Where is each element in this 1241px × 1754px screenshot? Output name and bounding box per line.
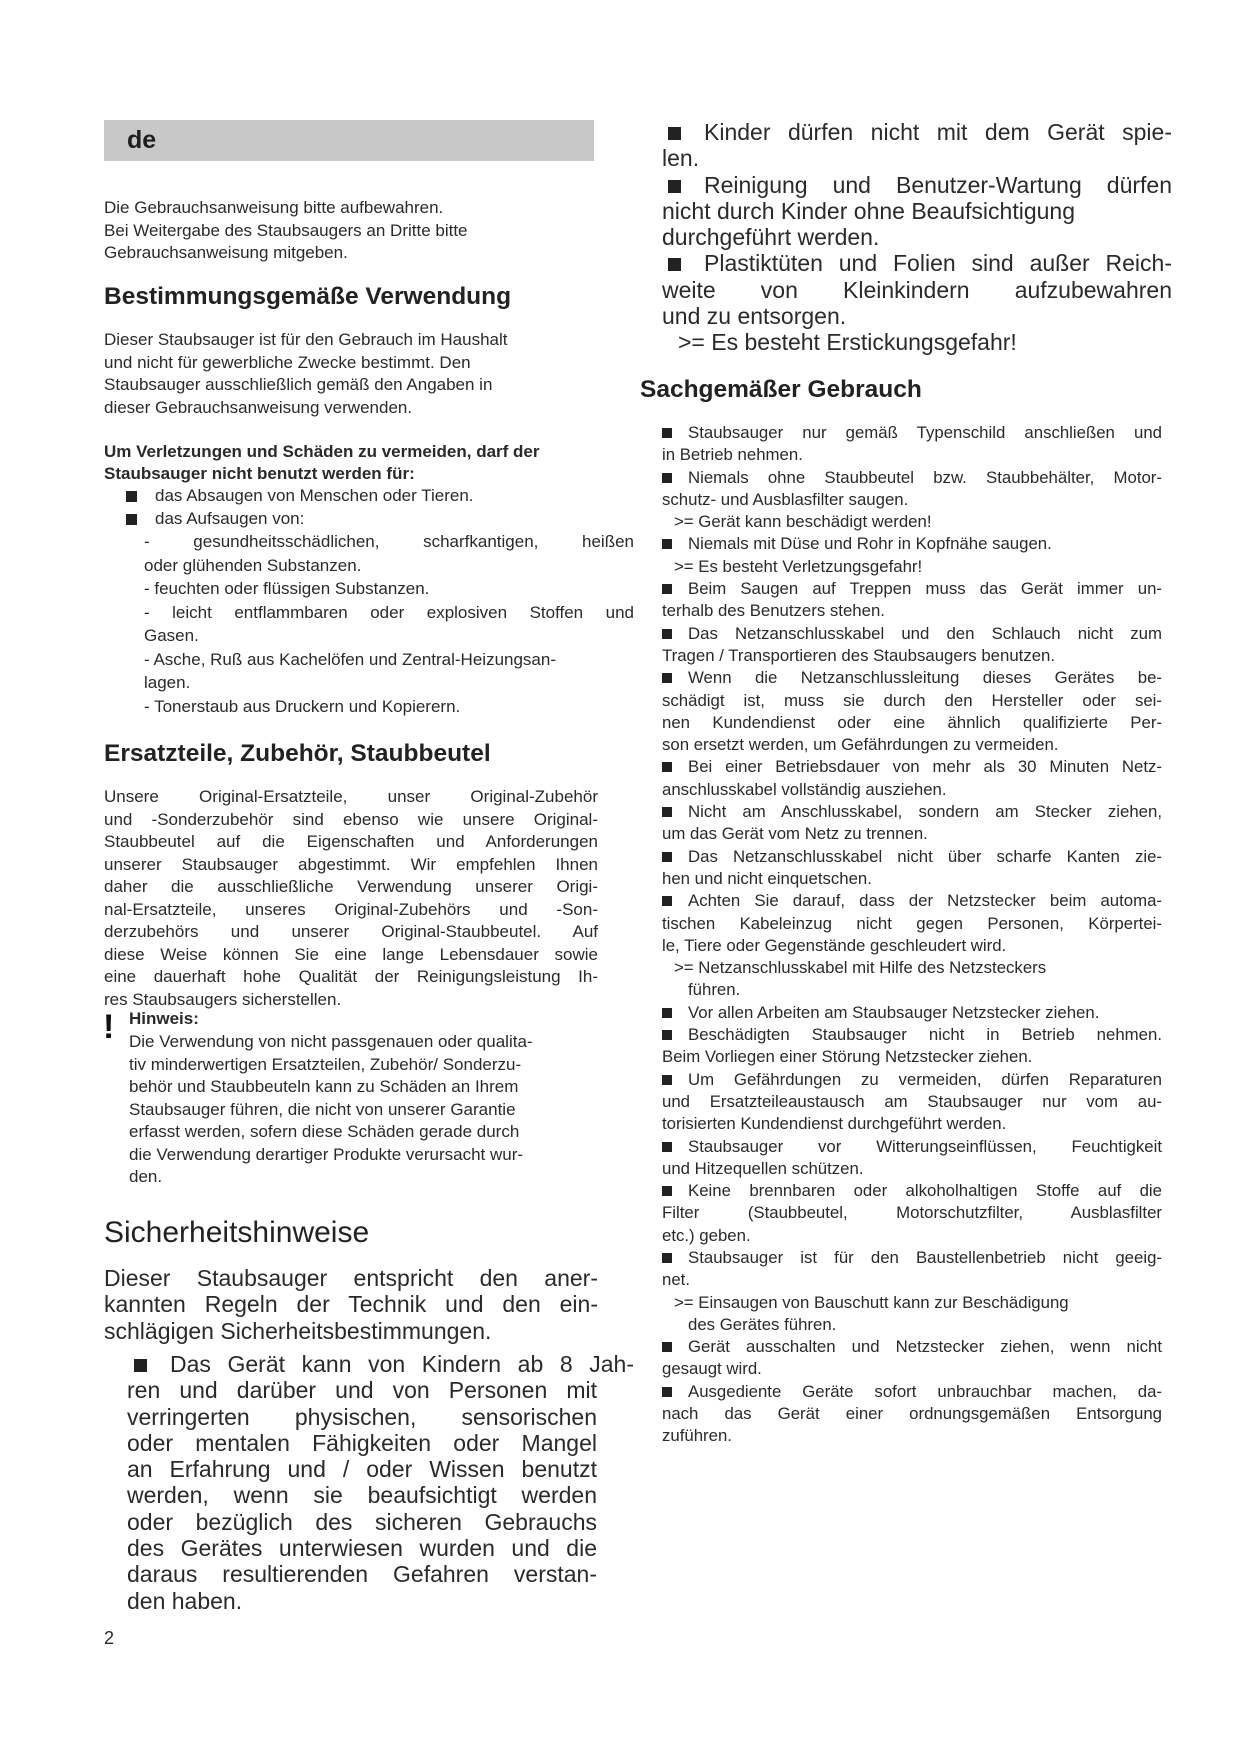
bullet-icon — [662, 539, 672, 549]
list-item: Ausgediente Geräte sofort unbrauchbar machen, da- nach das Gerät einer ordnungsgemäßen Entsorgung zuführen. — [662, 1381, 1162, 1446]
list-item: das Aufsaugen von: — [104, 508, 634, 531]
bullet-icon — [662, 807, 672, 817]
bullet-icon — [662, 1030, 672, 1040]
bullet-icon — [662, 852, 672, 862]
item-note: des Gerätes führen. — [688, 1314, 837, 1334]
item-note: >= Gerät kann beschädigt werden! — [674, 512, 932, 532]
note-title: Hinweis: — [129, 1009, 199, 1028]
bullet-icon — [662, 762, 672, 772]
children-bullets — [662, 119, 1172, 356]
bullet-icon — [668, 258, 681, 271]
list-item: Das Netzanschlusskabel und den Schlauch nicht zum Tragen / Transportieren des Staubsaugers benutzen. — [662, 623, 1162, 665]
list-item: Plastiktüten und Folien sind außer Reich- weite von Kleinkindern aufzubewahren und zu entsorgen. — [662, 250, 1172, 330]
list-item: das Absaugen von Menschen oder Tieren. — [104, 485, 634, 508]
list-item: Staubsauger vor Witterungseinflüssen, Feuchtigkeit und Hitzequellen schützen. — [662, 1136, 1162, 1178]
section-title-safety: Sicherheitshinweise — [104, 1216, 370, 1249]
bullet-icon — [662, 473, 672, 483]
usage-warning: Um Verletzungen und Schäden zu vermeiden, darf der Staubsauger nicht benutzt werden für: — [104, 442, 540, 483]
usage-list — [104, 485, 634, 718]
list-item: Nicht am Anschlusskabel, sondern am Stecker ziehen, um das Gerät vom Netz zu trennen. — [662, 802, 1162, 844]
safety-intro: Dieser Staubsauger entspricht den aner- kannten Regeln der Technik und den ein- schlägigen Sicherheitsbestimmungen. — [104, 1265, 598, 1344]
parts-paragraph: Unsere Original-Ersatzteile, unser Original-Zubehör und -Sonderzubehör sind ebenso wie unsere Original- Staubbeutel auf die Eigenschaften und Anforderungen unserer Staubsauger abgestimmt. Wir empfehlen Ihnen daher die ausschließliche Verwendung unserer Origi- nal-Ersatzteile, unseres Original-Zubehörs und -Son- derzubehörs und unserer Original-Staubbeutel. Auf diese Weise können Sie eine lange Lebensdauer sowie eine dauerhaft hohe Qualität der Reinigungsleistung Ih- res Staubsaugers sicherstellen. — [104, 787, 598, 1009]
list-item: Bei einer Betriebsdauer von mehr als 30 Minuten Netz- anschlusskabel vollständig ausziehen. — [662, 757, 1162, 799]
language-bar — [104, 120, 594, 161]
proper-use-list — [662, 422, 1162, 1448]
item-note: >= Einsaugen von Bauschutt kann zur Beschädigung — [674, 1292, 1069, 1312]
bullet-icon — [662, 1008, 672, 1018]
list-item: Gerät ausschalten und Netzstecker ziehen, wenn nicht gesaugt wird. — [662, 1337, 1162, 1379]
bullet-icon — [662, 629, 672, 639]
bullet-icon — [662, 1387, 672, 1397]
exclamation-icon: ! — [103, 1008, 115, 1046]
list-item: Beim Saugen auf Treppen muss das Gerät immer un- terhalb des Benutzers stehen. — [662, 579, 1162, 621]
bullet-icon — [662, 1253, 672, 1263]
bullet-icon — [126, 514, 137, 525]
bullet-icon — [662, 896, 672, 906]
page-number: 2 — [104, 1628, 115, 1648]
intro-text: Die Gebrauchsanweisung bitte aufbewahren. Bei Weitergabe des Staubsaugers an Dritte bitte Gebrauchsanweisung mitgeben. — [104, 198, 468, 262]
bullet-icon — [662, 1075, 672, 1085]
item-note: >= Netzanschlusskabel mit Hilfe des Netzsteckers — [674, 958, 1047, 978]
bullet-icon — [662, 1142, 672, 1152]
list-item: Um Gefährdungen zu vermeiden, dürfen Reparaturen und Ersatzteileaustausch am Staubsauger nur vom au- torisierten Kundendienst durchgeführt werden. — [662, 1069, 1162, 1134]
section-title-proper-use: Sachgemäßer Gebrauch — [640, 376, 922, 403]
list-item: Das Netzanschlusskabel nicht über scharfe Kanten zie- hen und nicht einquetschen. — [662, 846, 1162, 888]
list-item: Staubsauger ist für den Baustellenbetrieb nicht geeig- net. >= Einsaugen von Bauschutt kann zur Beschädigung des Gerätes führen. — [662, 1247, 1162, 1336]
note-text: Die Verwendung von nicht passgenauen oder qualita- tiv minderwertigen Ersatzteilen, Zubehör/ Sonderzu- behör und Staubbeuteln kann zu Schäden an Ihrem Staubsauger führen, die nicht von unserer Garantie erfasst werden, sofern diese Schäden gerade durch die Verwendung derartiger Produkte verursacht wur- den. — [129, 1032, 533, 1186]
list-item: Kinder dürfen nicht mit dem Gerät spie- len. — [662, 119, 1172, 172]
item-note: >= Es besteht Verletzungsgefahr! — [674, 556, 923, 576]
bullet-icon — [668, 180, 681, 193]
list-item: Vor allen Arbeiten am Staubsauger Netzstecker ziehen. — [662, 1002, 1162, 1024]
list-item: Beschädigten Staubsauger nicht in Betrieb nehmen. Beim Vorliegen einer Störung Netzstecker ziehen. — [662, 1025, 1162, 1067]
item-note: führen. — [688, 980, 741, 1000]
list-item: Reinigung und Benutzer-Wartung dürfen nicht durch Kinder ohne Beaufsichtigung durchgeführt werden. — [662, 171, 1172, 251]
bullet-icon — [668, 127, 681, 140]
list-item: Niemals ohne Staubbeutel bzw. Staubbehälter, Motor- schutz- und Ausblasfilter saugen. >= Gerät kann beschädigt werden! — [662, 467, 1162, 534]
bullet-icon — [134, 1359, 147, 1372]
list-item: Wenn die Netzanschlussleitung dieses Gerätes be- schädigt ist, muss sie durch den Hersteller oder sei- nen Kundendienst oder eine ähnlich qualifizierte Per- son ersetzt werden, um Gefährdungen zu vermeiden. — [662, 668, 1162, 755]
sub-list: - gesundheitsschädlichen, scharfkantigen, heißen oder glühenden Substanzen. - feuchten oder flüssigen Substanzen. - leicht entflammbaren oder explosiven Stoffen und Gasen. - Asche, Ruß aus Kachelöfen und Zentral-Heizungsan- lagen. - Tonerstaub aus Druckern und Kopierern. — [144, 532, 634, 716]
bullet-icon — [662, 584, 672, 594]
bullet-icon — [662, 428, 672, 438]
bullet-icon — [662, 1342, 672, 1352]
list-item: Achten Sie darauf, dass der Netzstecker beim automa- tischen Kabeleinzug nicht gegen Personen, Körpertei- le, Tiere oder Gegenstände geschleudert wird. >= Netzanschlusskabel mit Hilfe des Netzsteckers führen. — [662, 890, 1162, 1001]
list-item: Staubsauger nur gemäß Typenschild anschließen und in Betrieb nehmen. — [662, 423, 1162, 465]
bullet-icon — [662, 1186, 672, 1196]
usage-paragraph: Dieser Staubsauger ist für den Gebrauch im Haushalt und nicht für gewerbliche Zwecke bestimmt. Den Staubsauger ausschließlich gemäß den Angaben in dieser Gebrauchsanweisung verwenden. — [104, 330, 508, 417]
section-title-usage: Bestimmungsgemäße Verwendung — [104, 283, 512, 310]
safety-bullet: Das Gerät kann von Kindern ab 8 Jah- ren und darüber und von Personen mit verringerten physischen, sensorischen oder mentalen Fähigkeiten oder Mangel an Erfahrung und / oder Wissen benutzt werden, wenn sie beaufsichtigt werden oder bezüglich des sicheren Gebrauchs des Gerätes unterwiesen wurden und die daraus resultierenden Gefahren verstan- den haben. — [127, 1351, 634, 1614]
bullet-icon — [662, 673, 672, 683]
bullet-icon — [126, 491, 137, 502]
list-item: Niemals mit Düse und Rohr in Kopfnähe saugen. >= Es besteht Verletzungsgefahr! — [662, 533, 1162, 578]
suffocation-note: >= Es besteht Erstickungsgefahr! — [678, 329, 1017, 356]
language-code: de — [127, 126, 157, 154]
list-item: Keine brennbaren oder alkoholhaltigen Stoffe auf die Filter (Staubbeutel, Motorschutzfilter, Ausblasfilter etc.) geben. — [662, 1181, 1162, 1245]
section-title-parts: Ersatzteile, Zubehör, Staubbeutel — [104, 740, 491, 767]
